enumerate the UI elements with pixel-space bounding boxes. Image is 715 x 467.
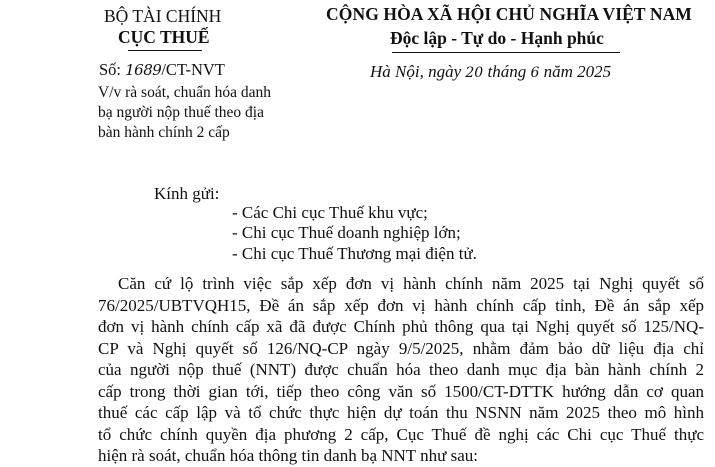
paragraph-line: cấp trong thời gian tới, tiếp theo công văn số 1500/CT-DTTK hướng dẫn cơ quan (98, 381, 704, 401)
document-subject (98, 83, 271, 143)
recipient-item: - Chi cục Thuế doanh nghiệp lớn; (232, 223, 461, 242)
paragraph-line: hiện rà soát, chuẩn hóa thông tin danh bạ NNT như sau: (98, 446, 478, 465)
salutation: Kính gửi: (154, 184, 220, 203)
month-handwritten: 6 (530, 65, 540, 81)
document-number (99, 60, 225, 80)
day-handwritten: 20 (465, 65, 484, 81)
motto-underline (392, 52, 620, 53)
paragraph-line: CP và Nghị quyết số 126/NQ-CP ngày 9/5/2025, nhằm đảm bảo dữ liệu địa chỉ (98, 338, 704, 358)
national-motto: Độc lập - Tự do - Hạnh phúc (390, 28, 604, 48)
paragraph-line: tổ chức chính quyền địa phương 2 cấp, Cục Thuế đề nghị các Chi cục Thuế thực (98, 424, 704, 444)
recipient-item: - Chi cục Thuế Thương mại điện tử. (232, 244, 477, 263)
issuing-organization: CỤC THUẾ (118, 27, 210, 47)
document-number-handwritten: 1689 (125, 61, 162, 79)
place-prefix: Hà Nội, ngày (370, 62, 466, 81)
body-paragraph (98, 273, 704, 467)
month-prefix: tháng (483, 62, 531, 81)
document-number-suffix: /CT-NVT (161, 60, 225, 79)
parent-organization: BỘ TÀI CHÍNH (104, 6, 222, 26)
national-title: CỘNG HÒA XÃ HỘI CHỦ NGHĨA VIỆT NAM (326, 4, 692, 24)
subject-line: bạ người nộp thuế theo địa (98, 104, 264, 121)
subject-line: V/v rà soát, chuẩn hóa danh (98, 84, 272, 101)
place-and-date (370, 62, 611, 82)
paragraph-line: của người nộp thuế (NNT) được chuẩn hóa theo danh mục địa bàn hành chính 2 (98, 360, 704, 379)
paragraph-line: đơn vị hành chính cấp xã đã được Chính phủ thông qua tại Nghị quyết số 125/NQ- (98, 317, 704, 336)
organization-underline (128, 50, 202, 51)
year-text: năm 2025 (539, 62, 612, 81)
paragraph-line: Căn cứ lộ trình việc sắp xếp đơn vị hành chính năm 2025 tại Nghị quyết số (118, 274, 704, 293)
paragraph-line: thuế các cấp lập và tổ chức thực hiện dự toán thu NSNN năm 2025 theo mô hình (98, 403, 704, 422)
document-number-prefix: Số: (99, 60, 126, 79)
subject-line: bàn hành chính 2 cấp (98, 124, 230, 141)
recipient-item: - Các Chi cục Thuế khu vực; (232, 203, 428, 222)
paragraph-line: 76/2025/UBTVQH15, Đề án sắp xếp đơn vị hành chính cấp tỉnh, Đề án sắp xếp (98, 295, 704, 315)
